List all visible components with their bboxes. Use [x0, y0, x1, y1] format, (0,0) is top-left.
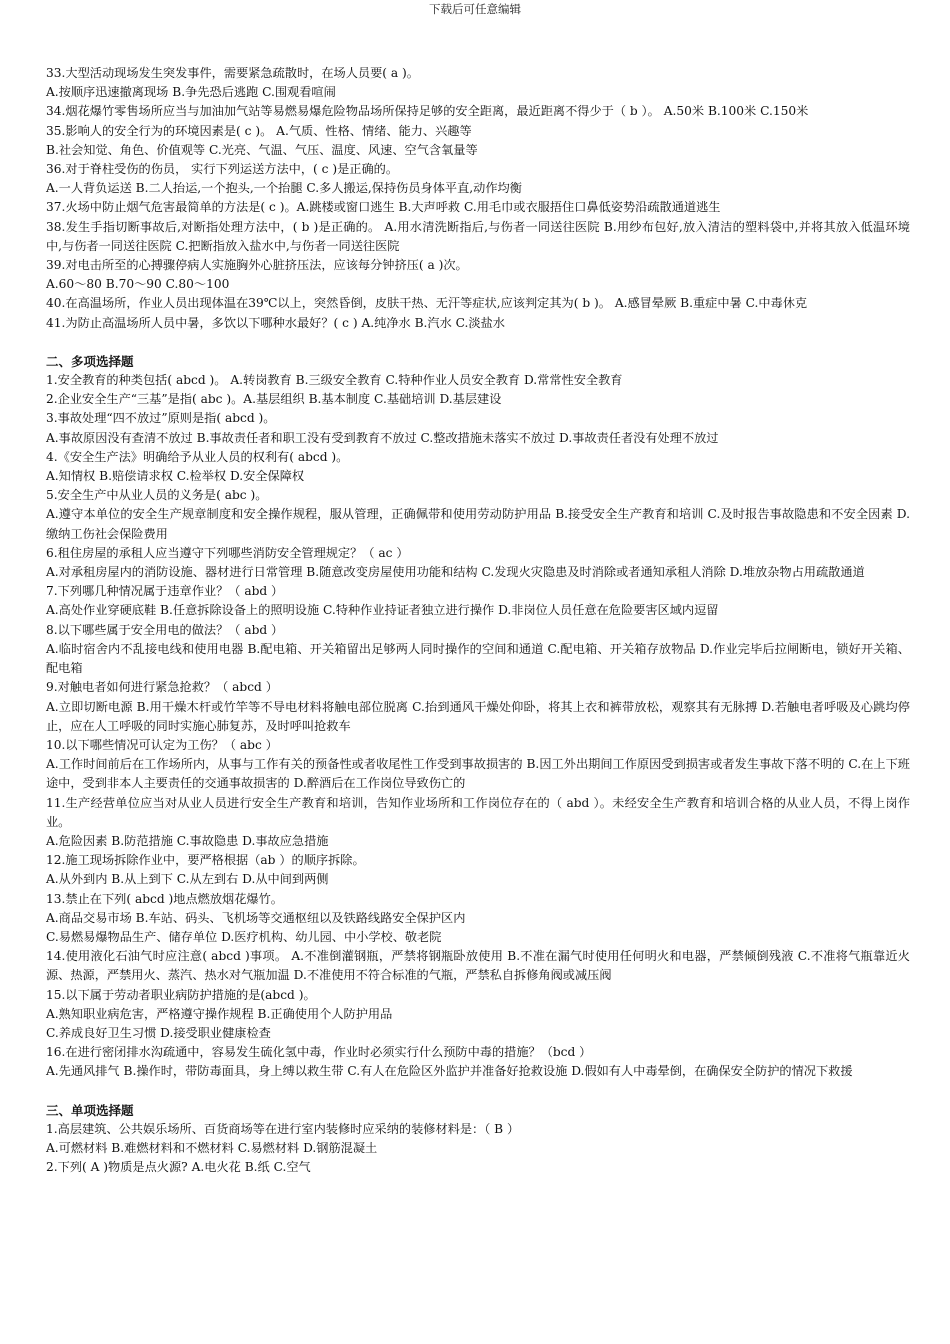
mc-options-3: A.事故原因没有查清不放过 B.事故责任者和职工没有受到教育不放过 C.整改措施未落实不放过 D.事故责任者没有处理不放过 — [46, 430, 719, 445]
mc-options-11: A.危险因素 B.防范措施 C.事故隐患 D.事故应急措施 — [46, 833, 329, 848]
mc-question-13: 13.禁止在下列( abcd )地点燃放烟花爆竹。 — [46, 891, 283, 906]
mc-question-16: 16.在进行密闭排水沟疏通中，容易发生硫化氢中毒，作业时必须实行什么预防中毒的措施？（bcd ） — [46, 1045, 592, 1060]
mc-options-6: A.对承租房屋内的消防设施、器材进行日常管理 B.随意改变房屋使用功能和结构 C.发现火灾隐患及时消除或者通知承租人消除 D.堆放杂物占用疏散通道 — [46, 565, 865, 580]
options-35: B.社会知觉、角色、价值观等 C.光亮、气温、气压、温度、风速、空气含氧量等 — [46, 142, 478, 157]
options-39: A.60～80 B.70～90 C.80～100 — [46, 277, 230, 292]
mc-options-15a: A.熟知职业病危害，严格遵守操作规程 B.正确使用个人防护用品 — [46, 1006, 393, 1021]
question-36: 36.对于脊柱受伤的伤员， 实行下列运送方法中，( c )是正确的。 — [46, 162, 399, 177]
question-35: 35.影响人的安全行为的环境因素是( c )。 A.气质、性格、情绪、能力、兴趣等 — [46, 123, 472, 138]
sc-question-2: 2.下列( A )物质是点火源? A.电火花 B.纸 C.空气 — [46, 1160, 311, 1175]
section-title-multiple-choice: 二、多项选择题 — [46, 353, 134, 369]
document-body — [46, 64, 910, 1177]
mc-options-9: A.立即切断电源 B.用干燥木杆或竹竿等不导电材料将触电部位脱离 C.抬到通风干燥处仰卧，将其上衣和裤带放松，观察其有无脉搏 D.若触电者呼吸及心跳均停止，应在人工呼吸的同时实施心肺复苏，及时呼叫抢救车 — [46, 699, 910, 733]
mc-question-12: 12.施工现场拆除作业中，要严格根据（ab ）的顺序拆除。 — [46, 853, 365, 868]
mc-options-5: A.遵守本单位的安全生产规章制度和安全操作规程，服从管理，正确佩带和使用劳动防护用品 B.接受安全生产教育和培训 C.及时报告事故隐患和不安全因素 D.缴纳工伤社会保险费用 — [46, 507, 910, 541]
mc-options-10: A.工作时间前后在工作场所内，从事与工作有关的预备性或者收尾性工作受到事故损害的 B.因工外出期间工作原因受到损害或者发生事故下落不明的 C.在上下班途中，受到非本人主要责任的交通事故损害的 D.醉酒后在工作岗位导致伤亡的 — [46, 757, 910, 791]
mc-question-7: 7.下列哪几种情况属于违章作业？（ abd ） — [46, 584, 284, 599]
mc-question-5: 5.安全生产中从业人员的义务是( abc )。 — [46, 488, 268, 503]
mc-question-3: 3.事故处理“四不放过”原则是指( abcd )。 — [46, 411, 276, 426]
question-39: 39.对电击所至的心搏骤停病人实施胸外心脏挤压法，应该每分钟挤压( a )次。 — [46, 258, 468, 273]
mc-question-8: 8.以下哪些属于安全用电的做法？（ abd ） — [46, 622, 284, 637]
question-40: 40.在高温场所，作业人员出现体温在39℃以上，突然昏倒，皮肤干热、无汗等症状,应该判定其为( b )。 A.感冒晕厥 B.重症中暑 C.中毒休克 — [46, 296, 808, 311]
mc-question-1: 1.安全教育的种类包括( abcd )。 A.转岗教育 B.三级安全教育 C.特种作业人员安全教育 D.常常性安全教育 — [46, 373, 623, 388]
mc-options-15b: C.养成良好卫生习惯 D.接受职业健康检查 — [46, 1025, 271, 1040]
question-34: 34.烟花爆竹零售场所应当与加油加气站等易燃易爆危险物品场所保持足够的安全距离，最近距离不得少于（ b ）。 A.50米 B.100米 C.150米 — [46, 104, 809, 119]
mc-question-6: 6.租住房屋的承租人应当遵守下列哪些消防安全管理规定？（ ac ） — [46, 545, 409, 560]
sc-question-1: 1.高层建筑、公共娱乐场所、百货商场等在进行室内装修时应采纳的装修材料是：（ B ） — [46, 1121, 520, 1136]
mc-options-13b: C.易燃易爆物品生产、储存单位 D.医疗机构、幼儿园、中小学校、敬老院 — [46, 929, 442, 944]
question-list-part3 — [46, 1120, 910, 1178]
mc-options-16: A.先通风排气 B.操作时，带防毒面具，身上缚以救生带 C.有人在危险区外监护并准备好抢救设施 D.假如有人中毒晕倒，在确保安全防护的情况下救援 — [46, 1064, 853, 1079]
mc-question-2: 2.企业安全生产“三基”是指( abc )。A.基层组织 B.基本制度 C.基础培训 D.基层建设 — [46, 392, 502, 407]
mc-options-7: A.高处作业穿硬底鞋 B.任意拆除设备上的照明设施 C.特种作业持证者独立进行操作 D.非岗位人员任意在危险要害区域内逗留 — [46, 603, 719, 618]
mc-question-11: 11.生产经营单位应当对从业人员进行安全生产教育和培训，告知作业场所和工作岗位存在的（ abd ）。未经安全生产教育和培训合格的从业人员，不得上岗作业。 — [46, 795, 910, 829]
options-33: A.按顺序迅速撤离现场 B.争先恐后逃跑 C.围观看喧闹 — [46, 85, 336, 100]
mc-options-13a: A.商品交易市场 B.车站、码头、飞机场等交通枢纽以及铁路线路安全保护区内 — [46, 910, 466, 925]
mc-question-10: 10.以下哪些情况可认定为工伤？（ abc ） — [46, 737, 278, 752]
mc-question-15: 15.以下属于劳动者职业病防护措施的是(abcd )。 — [46, 987, 316, 1002]
mc-options-12: A.从外到内 B.从上到下 C.从左到右 D.从中间到两侧 — [46, 872, 329, 887]
question-38: 38.发生手指切断事故后,对断指处理方法中，( b )是正确的。 A.用水清洗断指后,与伤者一同送往医院 B.用纱布包好,放入清洁的塑料袋中,并将其放入低温环境中,与伤者一同送往医院 C.把断指放入盐水中,与伤者一同送往医院 — [46, 219, 910, 253]
section-title-single-choice: 三、单项选择题 — [46, 1102, 134, 1118]
page-header: 下载后可任意编辑 — [429, 2, 521, 16]
question-list-part1 — [46, 64, 910, 333]
mc-question-4: 4.《安全生产法》明确给予从业人员的权利有( abcd )。 — [46, 449, 349, 464]
mc-question-9: 9.对触电者如何进行紧急抢救？（ abcd ） — [46, 680, 278, 695]
mc-options-8: A.临时宿舍内不乱接电线和使用电器 B.配电箱、开关箱留出足够两人同时操作的空间和通道 C.配电箱、开关箱存放物品 D.作业完毕后拉闸断电，锁好开关箱、配电箱 — [46, 641, 910, 676]
options-36: A.一人背负运送 B.二人抬运,一个抱头,一个抬腿 C.多人搬运,保持伤员身体平直,动作均衡 — [46, 181, 522, 196]
mc-options-4: A.知情权 B.赔偿请求权 C.检举权 D.安全保障权 — [46, 469, 305, 484]
question-list-part2 — [46, 371, 910, 1082]
question-37: 37.火场中防止烟气危害最简单的方法是( c )。A.跳楼或窗口逃生 B.大声呼救 C.用毛巾或衣服捂住口鼻低姿势沿疏散通道逃生 — [46, 200, 721, 215]
sc-options-1: A.可燃材料 B.难燃材料和不燃材料 C.易燃材料 D.钢筋混凝土 — [46, 1140, 378, 1155]
mc-question-14: 14.使用液化石油气时应注意( abcd )事项。 A.不准倒灌钢瓶，严禁将钢瓶卧放使用 B.不准在漏气时使用任何明火和电器，严禁倾倒残液 C.不准将气瓶靠近火源、热源，严禁用火、蒸汽、热水对气瓶加温 D.不准使用不符合标准的气瓶，严禁私自拆修角阀或减压阀 — [46, 949, 910, 983]
question-33: 33.大型活动现场发生突发事件，需要紧急疏散时，在场人员要( a )。 — [46, 66, 419, 80]
question-41: 41.为防止高温场所人员中暑，多饮以下哪种水最好？( c ) A.纯净水 B.汽水 C.淡盐水 — [46, 315, 505, 330]
